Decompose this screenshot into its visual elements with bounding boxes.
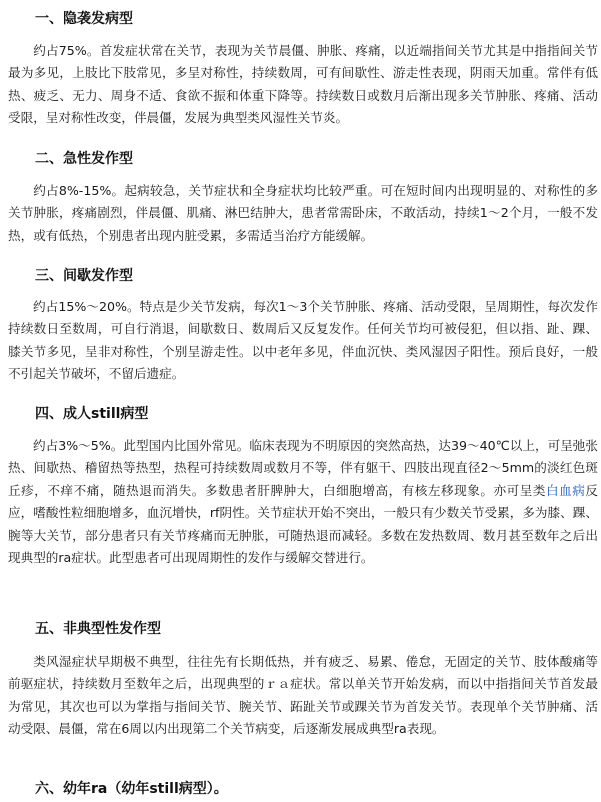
section-paragraph-3 xyxy=(8,296,598,386)
section-heading-3: 三、间歇发作型 xyxy=(35,268,133,284)
section-paragraph-1 xyxy=(8,40,598,130)
section-paragraph-4-text-b: 反应，嗜酸性粒细胞增多，血沉增快，rf阴性。关节症状开始不突出，一般只有少数关节受累，多为膝、踝、腕等大关节，部分患者只有关节疼痛而无肿胀，可随热退而减轻。多数在发热数周、数月甚至数年之后出现典型的ra症状。此型患者可出现周期性的发作与缓解交替进行。 xyxy=(8,482,599,566)
section-paragraph-4-text-a: 约占3%～5%。此型国内比国外常见。临床表现为不明原因的突然高热，达39～40℃以上，可呈弛张热、间歇热、稽留热等热型，热程可持续数周或数月不等，伴有躯干、四肢出现直径2～5mm的淡红色斑丘疹，不痒不痛，随热退而消失。多数患者肝脾肿大，白细胞增高，有核左移现象。亦可呈类 xyxy=(8,438,598,498)
section-heading-4: 四、成人still病型 xyxy=(35,406,149,422)
section-paragraph-2-text: 约占8%-15%。起病较急，关节症状和全身症状均比较严重。可在短时间内出现明显的、对称性的多关节肿胀，疼痛剧烈，伴晨僵、肌痛、淋巴结肿大，患者常需卧床，不敢活动，持续1～2个月，一般不发热，或有低热，个别患者出现内脏受累，多需适当治疗方能缓解。 xyxy=(8,183,598,243)
leukemia-link[interactable]: 白血病 xyxy=(546,482,586,498)
section-paragraph-4 xyxy=(8,435,598,569)
section-heading-5: 五、非典型性发作型 xyxy=(35,621,161,637)
section-paragraph-1-text: 约占75%。首发症状常在关节，表现为关节晨僵、肿胀、疼痛，以近端指间关节尤其是中指指间关节最为多见，上肢比下肢常见，多呈对称性，持续数周，可有间歇性、游走性表现，阴雨天加重。常伴有低热、疲乏、无力、周身不适、食欲不振和体重下降等。持续数日或数月后渐出现多关节肿胀、疼痛、活动受限，呈对称性改变，伴晨僵，发展为典型类风湿性关节炎。 xyxy=(8,43,598,126)
section-paragraph-3-text: 约占15%～20%。特点是少关节发病，每次1～3个关节肿胀、疼痛、活动受限，呈周期性，每次发作持续数日至数周，可自行消退，间歇数日、数周后又反复发作。任何关节均可被侵犯，但以指、趾、踝、膝关节多见，呈非对称性，个别呈游走性。以中老年多见，伴血沉快、类风湿因子阳性。预后良好，一般不引起关节破坏，不留后遗症。 xyxy=(8,299,598,382)
section-paragraph-2 xyxy=(8,180,598,247)
section-paragraph-5-text: 类风湿症状早期极不典型，往往先有长期低热，并有疲乏、易累、倦怠，无固定的关节、肢体酸痛等前驱症状，持续数月至数年之后，出现典型的ｒａ症状。常以单关节开始发病，而以中指指间关节首发最为常见，其次也可以为掌指与指间关节、腕关节、跖趾关节或踝关节为首发关节。表现单个关节肿痛、活动受限、晨僵，常在6周以内出现第二个关节病变，后逐渐发展成典型ra表现。 xyxy=(8,654,598,737)
section-paragraph-5 xyxy=(8,651,598,741)
section-heading-2: 二、急性发作型 xyxy=(35,151,133,167)
section-heading-6: 六、幼年ra（幼年still病型）。 xyxy=(35,781,228,797)
section-heading-1: 一、隐袭发病型 xyxy=(35,11,133,27)
